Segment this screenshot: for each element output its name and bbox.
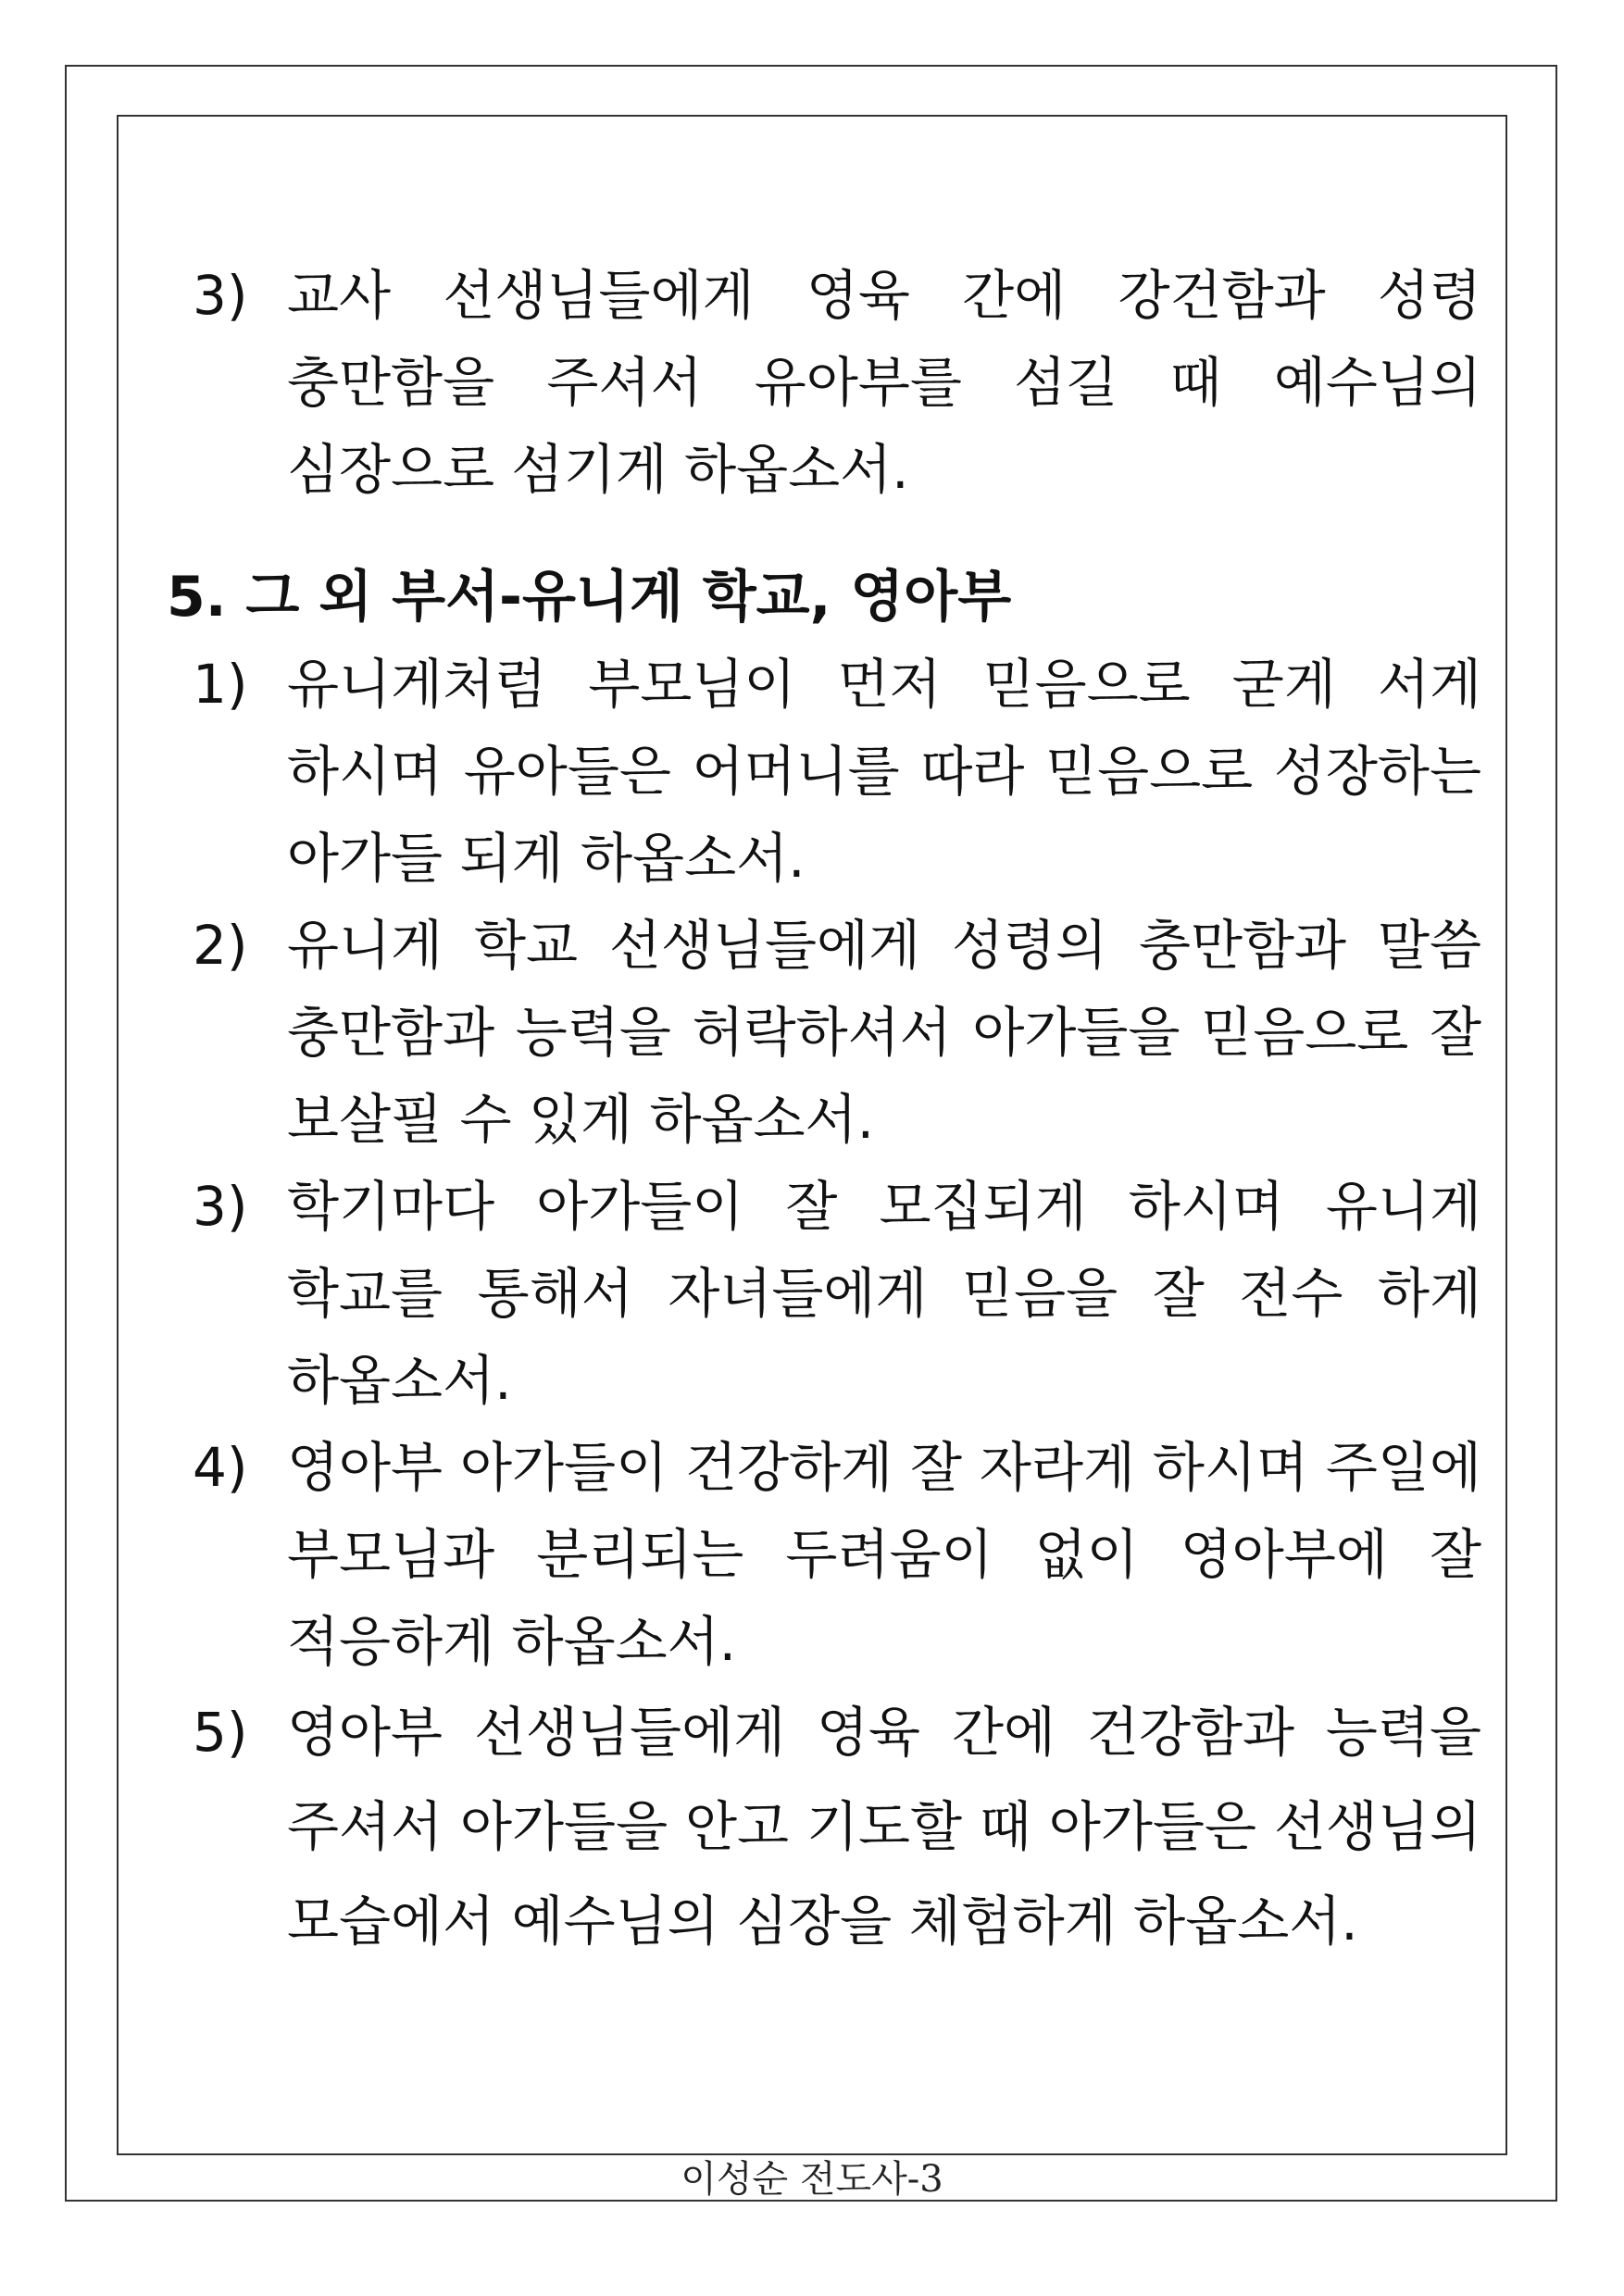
prayer-item (167, 252, 1481, 513)
item-number: 3) (193, 264, 248, 327)
item-number: 1) (193, 653, 248, 716)
prayer-item (167, 641, 1481, 902)
page-footer: 이성순 전도사-3 (681, 2158, 943, 2201)
section-heading: 5. 그 외 부서-유니게 학교, 영아부 (167, 565, 1012, 630)
item-text: 영아부 아가들이 건강하게 잘 자라게 하시며 주일에 부모님과 분리되는 두려움이 없이 영아부에 잘 적응하게 하옵소서. (287, 1436, 1481, 1673)
prayer-item (167, 1685, 1481, 1968)
prayer-item (167, 902, 1481, 1163)
item-text: 유니게처럼 부모님이 먼저 믿음으로 굳게 서게 하시며 유아들은 어머니를 따라 믿음으로 성장하는 아가들 되게 하옵소서. (287, 653, 1481, 890)
item-number: 5) (193, 1701, 248, 1764)
item-number: 4) (193, 1436, 248, 1499)
item-number: 3) (193, 1175, 248, 1238)
item-text: 영아부 선생님들에게 영육 간에 건강함과 능력을 주셔서 아가들을 안고 기도할 때 아가들은 선생님의 모습에서 예수님의 심장을 체험하게 하옵소서. (287, 1701, 1481, 1953)
prayer-item (167, 1424, 1481, 1685)
item-text: 학기마다 아가들이 잘 모집되게 하시며 유니게 학교를 통해서 자녀들에게 믿음을 잘 전수 하게 하옵소서. (287, 1175, 1481, 1412)
prayer-item (167, 1163, 1481, 1424)
item-text: 유니게 학교 선생님들에게 성령의 충만함과 말씀 충만함과 능력을 허락하셔서 아가들을 믿음으로 잘 보살필 수 있게 하옵소서. (287, 914, 1481, 1151)
document-body (167, 252, 1481, 1968)
item-text: 교사 선생님들에게 영육 간에 강건함과 성령 충만함을 주셔서 유아부를 섬길 때 예수님의 심장으로 섬기게 하옵소서. (287, 264, 1481, 501)
item-number: 2) (193, 914, 248, 977)
